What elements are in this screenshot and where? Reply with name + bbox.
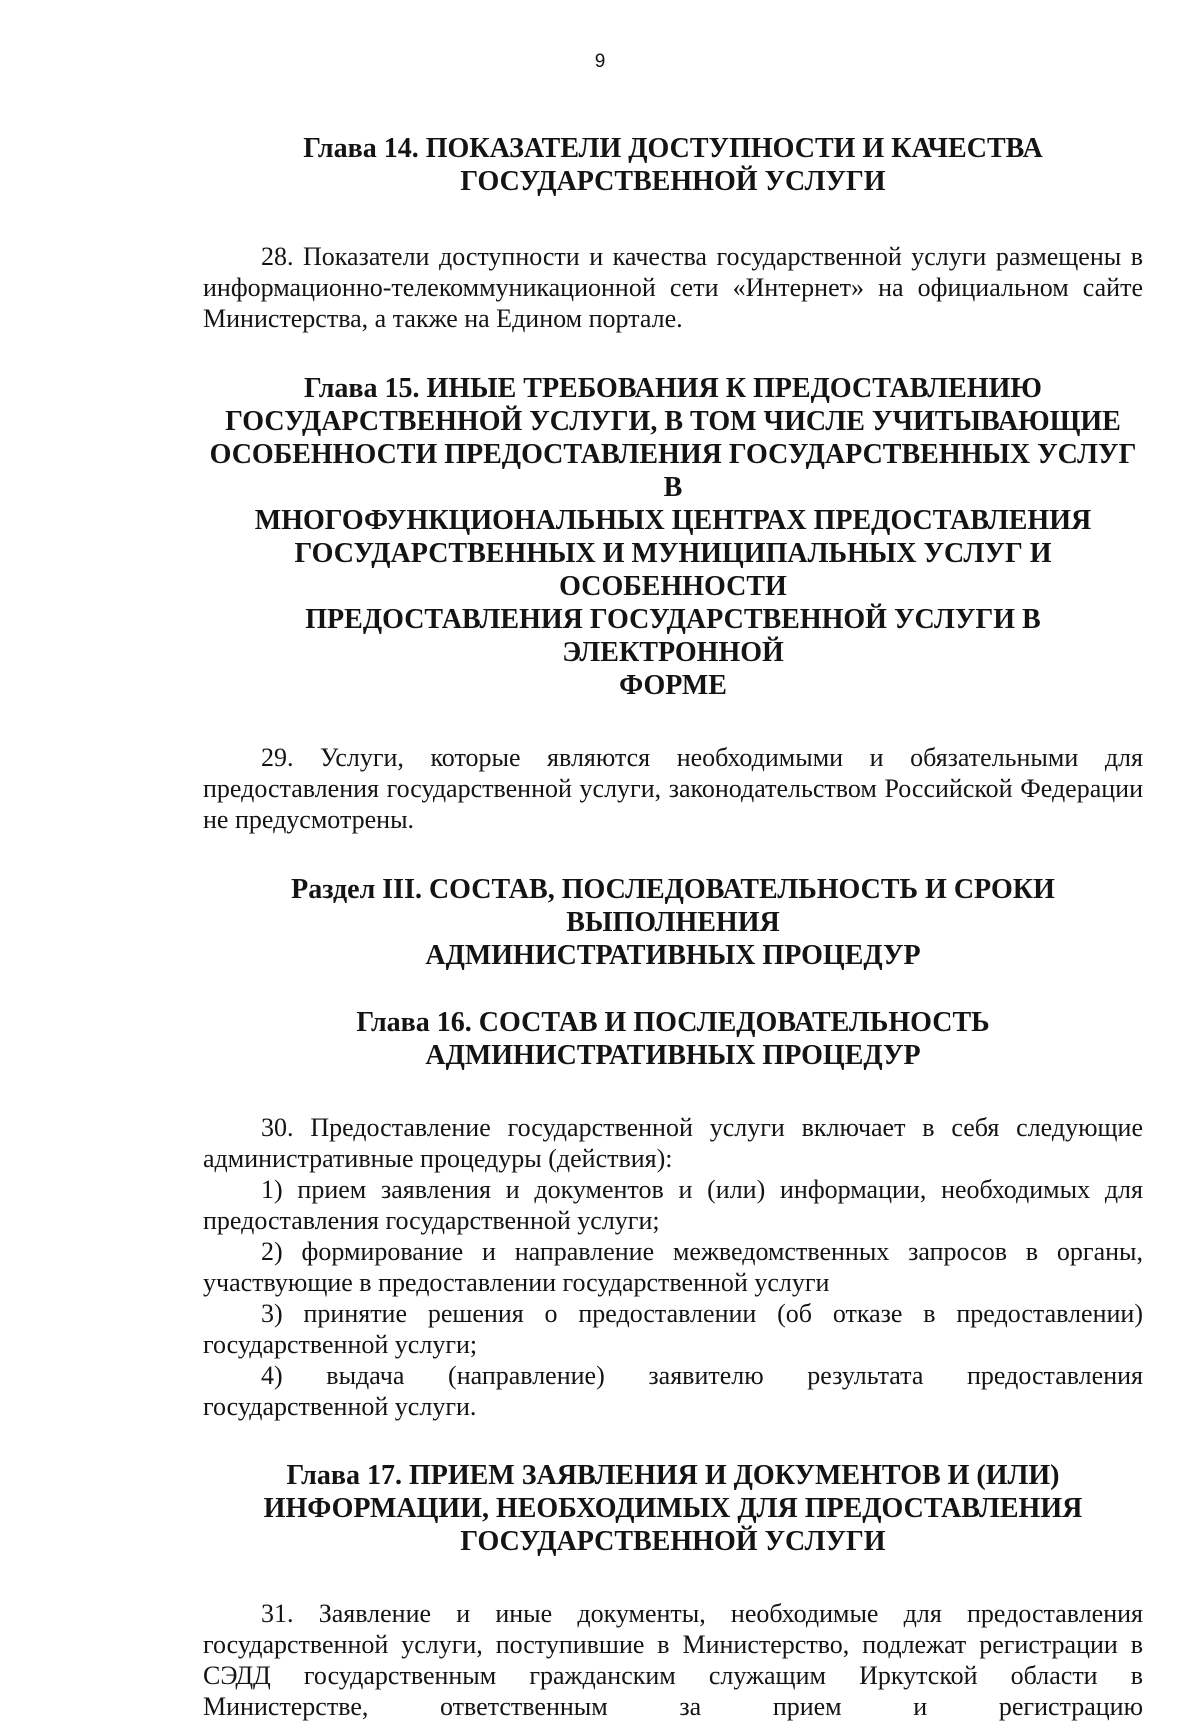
heading-line: Глава 16. СОСТАВ И ПОСЛЕДОВАТЕЛЬНОСТЬ	[356, 1007, 990, 1038]
heading-line: Глава 17. ПРИЕМ ЗАЯВЛЕНИЯ И ДОКУМЕНТОВ И (ИЛИ)	[286, 1460, 1060, 1491]
heading-line: ГОСУДАРСТВЕННОЙ УСЛУГИ, В ТОМ ЧИСЛЕ УЧИТЫВАЮЩИЕ	[225, 406, 1121, 437]
heading-line: ОСОБЕННОСТИ ПРЕДОСТАВЛЕНИЯ ГОСУДАРСТВЕННЫХ УСЛУГ В	[209, 439, 1137, 503]
page-number: 9	[594, 51, 606, 72]
heading-line: Глава 14. ПОКАЗАТЕЛИ ДОСТУПНОСТИ И КАЧЕСТВА	[303, 133, 1043, 164]
list-item: 4) выдача (направление) заявителю результата предоставления государственной услуги.	[203, 1361, 1143, 1421]
heading-line: АДМИНИСТРАТИВНЫХ ПРОЦЕДУР	[425, 940, 921, 971]
paragraph-28: 28. Показатели доступности и качества государственной услуги размещены в информационно-телекоммуникационной сети «Интернет» на официальном сайте Министерства, а также на Едином портале.	[203, 242, 1143, 333]
heading-line: ПРЕДОСТАВЛЕНИЯ ГОСУДАРСТВЕННОЙ УСЛУГИ В ЭЛЕКТРОННОЙ	[305, 604, 1041, 668]
paragraph-30: 30. Предоставление государственной услуги включает в себя следующие административные процедуры (действия):	[203, 1113, 1143, 1173]
paragraph-29: 29. Услуги, которые являются необходимыми и обязательными для предоставления государственной услуги, законодательством Российской Федерации не предусмотрены.	[203, 743, 1143, 834]
heading-line: МНОГОФУНКЦИОНАЛЬНЫХ ЦЕНТРАХ ПРЕДОСТАВЛЕНИЯ	[254, 505, 1092, 536]
paragraph-31: 31. Заявление и иные документы, необходимые для предоставления государственной услуги, поступившие в Министерство, подлежат регистрации в СЭДД государственным гражданским служащим Иркутской области в Министерстве, ответственным за прием и регистрацию	[203, 1599, 1143, 1721]
chapter-15-heading	[203, 372, 1143, 702]
chapter-17-heading	[203, 1459, 1143, 1558]
list-item: 3) принятие решения о предоставлении (об отказе в предоставлении) государственной услуги;	[203, 1299, 1143, 1359]
heading-line: ГОСУДАРСТВЕННОЙ УСЛУГИ	[460, 1526, 886, 1557]
heading-line: ГОСУДАРСТВЕННЫХ И МУНИЦИПАЛЬНЫХ УСЛУГ И ОСОБЕННОСТИ	[294, 538, 1052, 602]
section-3-heading	[203, 873, 1143, 972]
heading-line: ГОСУДАРСТВЕННОЙ УСЛУГИ	[460, 166, 886, 197]
heading-line: ФОРМЕ	[619, 670, 727, 701]
heading-line: Раздел III. СОСТАВ, ПОСЛЕДОВАТЕЛЬНОСТЬ И СРОКИ ВЫПОЛНЕНИЯ	[291, 874, 1055, 938]
heading-line: ИНФОРМАЦИИ, НЕОБХОДИМЫХ ДЛЯ ПРЕДОСТАВЛЕНИЯ	[263, 1493, 1083, 1524]
chapter-16-heading	[203, 1006, 1143, 1072]
heading-line: Глава 15. ИНЫЕ ТРЕБОВАНИЯ К ПРЕДОСТАВЛЕНИЮ	[304, 373, 1042, 404]
chapter-14-heading	[203, 132, 1143, 198]
list-item: 2) формирование и направление межведомственных запросов в органы, участвующие в предоставлении государственной услуги	[203, 1237, 1143, 1297]
document-body	[203, 132, 1143, 1722]
heading-line: АДМИНИСТРАТИВНЫХ ПРОЦЕДУР	[425, 1040, 921, 1071]
list-item: 1) прием заявления и документов и (или) информации, необходимых для предоставления государственной услуги;	[203, 1175, 1143, 1235]
